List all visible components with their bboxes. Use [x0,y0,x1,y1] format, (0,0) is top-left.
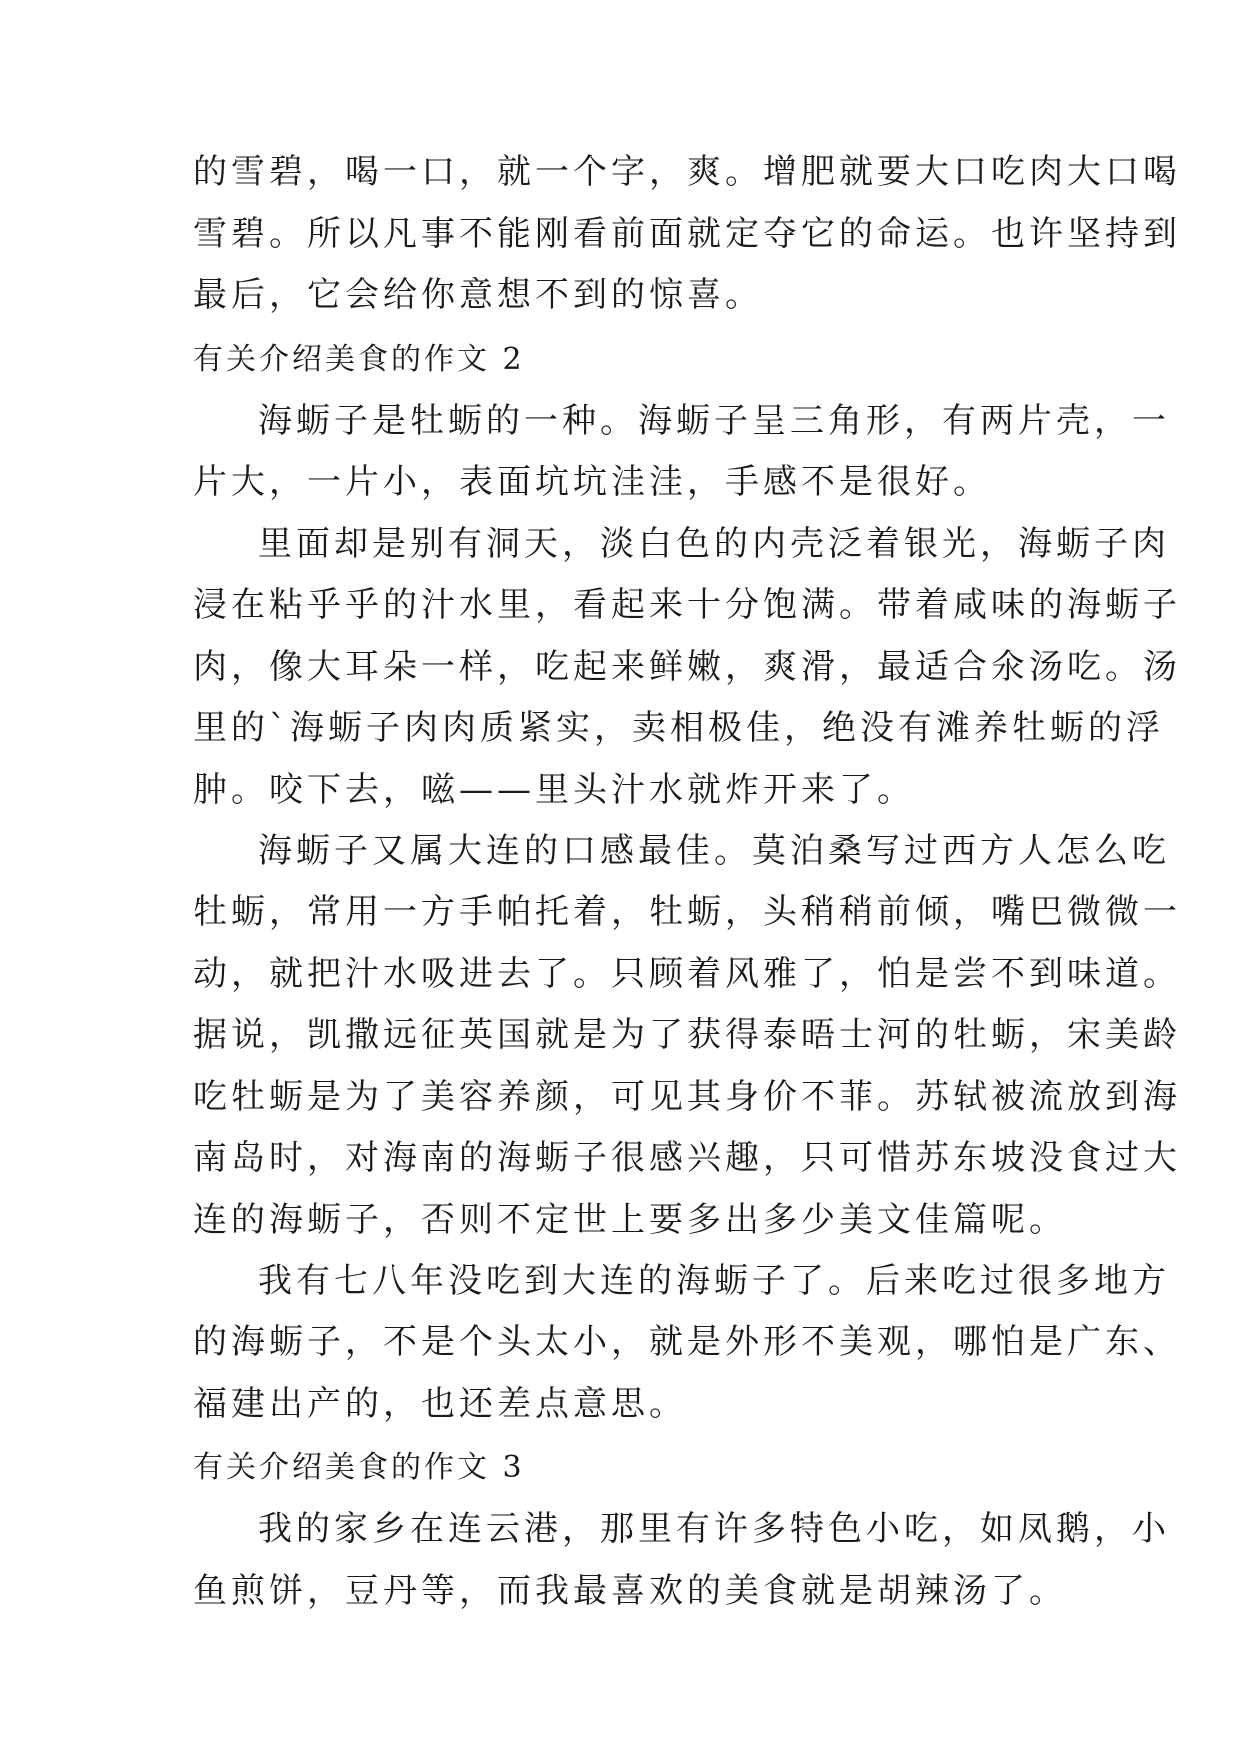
paragraph-first-line: 我有七八年没吃到大连的海蛎子了。后来吃过很多地方 [258,1261,1170,1301]
text-line: 南岛时，对海南的海蛎子很感兴趣，只可惜苏东坡没食过大 [193,1138,1181,1178]
text-line: 雪碧。所以凡事不能刚看前面就定夺它的命运。也许坚持到 [193,214,1181,254]
section-heading: 有关介绍美食的作文 3 [193,1450,525,1485]
text-line: 的雪碧，喝一口，就一个字，爽。增肥就要大口吃肉大口喝 [193,152,1181,192]
text-line: 牡蛎，常用一方手帕托着，牡蛎，头稍稍前倾，嘴巴微微一 [193,892,1181,932]
text-line: 连的海蛎子，否则不定世上要多出多少美文佳篇呢。 [193,1200,1067,1240]
text-line: 据说，凯撒远征英国就是为了获得泰晤士河的牡蛎，宋美龄 [193,1015,1181,1055]
text-line: 吃牡蛎是为了美容养颜，可见其身价不菲。苏轼被流放到海 [193,1077,1181,1117]
section-heading: 有关介绍美食的作文 2 [193,342,525,377]
text-line: 福建出产的，也还差点意思。 [193,1384,687,1424]
text-line: 最后，它会给你意想不到的惊喜。 [193,275,763,315]
paragraph-first-line: 我的家乡在连云港，那里有许多特色小吃，如凤鹅，小 [258,1509,1170,1549]
paragraph-first-line: 海蛎子又属大连的口感最佳。莫泊桑写过西方人怎么吃 [258,831,1170,871]
text-line: 肉，像大耳朵一样，吃起来鲜嫩，爽滑，最适合氽汤吃。汤 [193,647,1181,687]
text-line: 鱼煎饼，豆丹等，而我最喜欢的美食就是胡辣汤了。 [193,1571,1067,1611]
text-line: 浸在粘乎乎的汁水里，看起来十分饱满。带着咸味的海蛎子 [193,585,1181,625]
paragraph-first-line: 里面却是别有洞天，淡白色的内壳泛着银光，海蛎子肉 [258,524,1170,564]
text-line: 肿。咬下去，嗞——里头汁水就炸开来了。 [193,770,915,810]
text-line: 的海蛎子，不是个头太小，就是外形不美观，哪怕是广东、 [193,1322,1181,1362]
text-line: 片大，一片小，表面坑坑洼洼，手感不是很好。 [193,462,991,502]
paragraph-first-line: 海蛎子是牡蛎的一种。海蛎子呈三角形，有两片壳，一 [258,401,1170,441]
text-line: 动，就把汁水吸进去了。只顾着风雅了，怕是尝不到味道。 [193,954,1181,994]
text-line: 里的`海蛎子肉肉质紧实，卖相极佳，绝没有滩养牡蛎的浮 [193,708,1164,748]
